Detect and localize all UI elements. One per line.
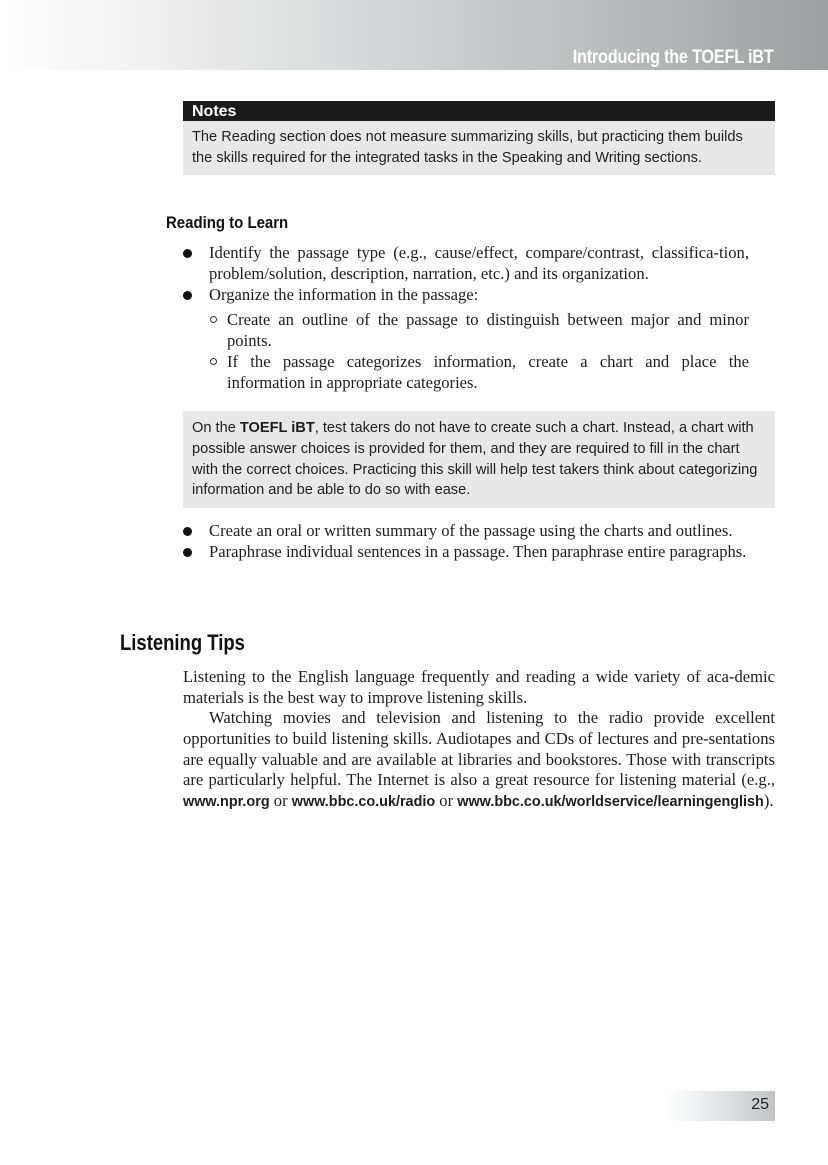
- list-item-text: Paraphrase individual sentences in a passage. Then paraphrase entire paragraphs.: [209, 541, 747, 561]
- notes-text: The Reading section does not measure summarizing skills, but practicing them builds the skills required for the integrated tasks in the Speaking and Writing sections.: [183, 121, 775, 175]
- info-prefix: On the: [192, 420, 240, 436]
- listening-paragraph-2: [183, 708, 775, 813]
- notes-box: [183, 101, 775, 175]
- bullet-icon: [183, 249, 192, 258]
- sub-list-item: [209, 310, 749, 352]
- info-rest: , test takers do not have to create such a chart. Instead, a chart with possible answer choices is provided for them, and they are required to fill in the chart with the correct choices. Practicing this skill will help test takers think about categorizing information and be able to do so with ease.: [192, 420, 758, 499]
- reading-to-learn-heading: Reading to Learn: [166, 213, 289, 232]
- list-item-text: Create an oral or written summary of the passage using the charts and outlines.: [209, 521, 733, 540]
- bullet-icon: [183, 527, 192, 536]
- paragraph-text: Watching movies and television and listening to the radio provide excellent opportunities to build listening skills. Audiotapes and CDs of lectures and pre-sentations are equally valuable and are available at libraries and bookstores. Those with transcripts are particularly helpful. The Internet is also a great resource for listening material (e.g.,: [183, 708, 775, 790]
- info-bold-term: TOEFL iBT: [239, 420, 315, 436]
- page-number-band: [666, 1091, 775, 1121]
- list-item-text: Organize the information in the passage:: [209, 284, 479, 304]
- list-item-text: Identify the passage type (e.g., cause/effect, compare/contrast, classifica-tion, problem/solution, description, narration, etc.) and its organization.: [209, 243, 749, 283]
- running-header-band: [0, 0, 828, 70]
- hollow-bullet-icon: [210, 316, 217, 323]
- notes-label: Notes: [183, 101, 775, 121]
- list-item: [183, 542, 749, 563]
- link-bbc-learningenglish[interactable]: www.bbc.co.uk/worldservice/learningenglish: [457, 794, 764, 811]
- link-bbc-radio[interactable]: www.bbc.co.uk/radio: [291, 794, 436, 811]
- sub-list: [209, 310, 749, 393]
- page-number: 25: [751, 1096, 769, 1113]
- listening-paragraph-1: Listening to the English language frequently and reading a wide variety of aca-demic materials is the best way to improve listening skills.: [183, 667, 775, 707]
- sub-list-item: [209, 352, 749, 394]
- bullet-icon: [183, 291, 192, 300]
- bullet-icon: [183, 548, 192, 557]
- connector-text: or: [269, 791, 292, 811]
- sub-list-item-text: If the passage categorizes information, create a chart and place the information in appropriate categories.: [227, 351, 749, 392]
- hollow-bullet-icon: [210, 358, 217, 365]
- listening-tips-heading: Listening Tips: [120, 630, 245, 655]
- reading-to-learn-list-continued: [183, 521, 749, 563]
- link-npr[interactable]: www.npr.org: [183, 794, 270, 811]
- toefl-info-box: [183, 411, 775, 508]
- reading-to-learn-list: [183, 243, 749, 397]
- list-item: [183, 521, 749, 542]
- sub-list-item-text: Create an outline of the passage to distinguish between major and minor points.: [227, 310, 749, 351]
- connector-text: or: [435, 791, 458, 811]
- list-item: [183, 285, 749, 394]
- list-item: [183, 243, 749, 285]
- running-header-title: Introducing the TOEFL iBT: [573, 47, 774, 68]
- closing-text: ).: [763, 791, 774, 811]
